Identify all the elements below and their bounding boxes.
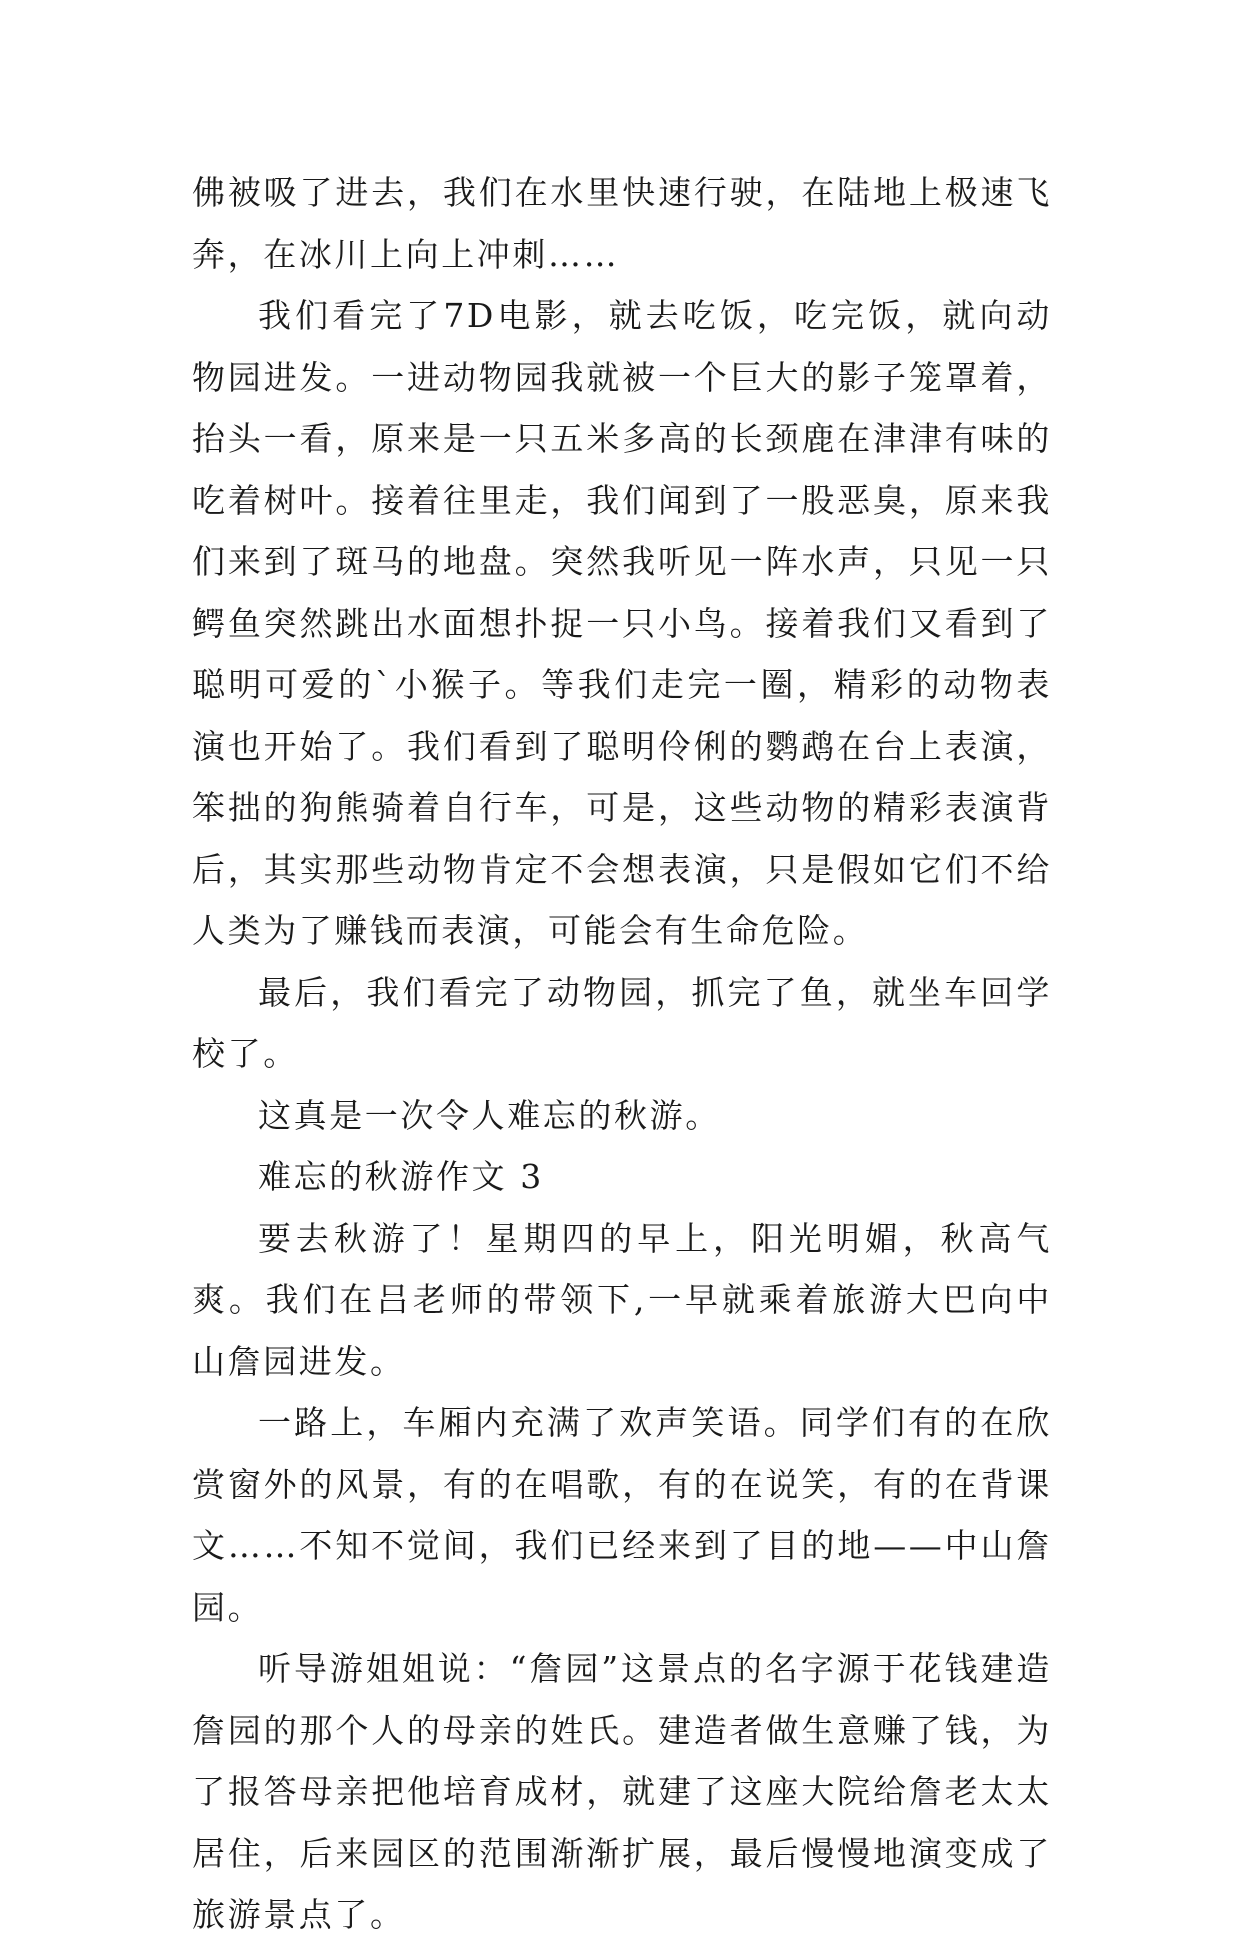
document-body: [192, 162, 1052, 1946]
paragraph-unforgettable: 这真是一次令人难忘的秋游。: [258, 1095, 721, 1135]
paragraph-intro: 要去秋游了！星期四的早上，阳光明媚，秋高气爽。我们在吕老师的带领下,一早就乘着旅游大巴向中山詹园进发。: [192, 1218, 1052, 1381]
paragraph-zoo: 我们看完了7D电影，就去吃饭，吃完饭，就向动物园进发。一进动物园我就被一个巨大的影子笼罩着，抬头一看，原来是一只五米多高的长颈鹿在津津有味的吃着树叶。接着往里走，我们闻到了一股恶臭，原来我们来到了斑马的地盘。突然我听见一阵水声，只见一只鳄鱼突然跳出水面想扑捉一只小鸟。接着我们又看到了聪明可爱的`小猴子。等我们走完一圈，精彩的动物表演也开始了。我们看到了聪明伶俐的鹦鹉在台上表演，笨拙的狗熊骑着自行车，可是，这些动物的精彩表演背后，其实那些动物肯定不会想表演，只是假如它们不给人类为了赚钱而表演，可能会有生命危险。: [192, 296, 1052, 950]
paragraph-finally: 最后，我们看完了动物园，抓完了鱼，就坐车回学校了。: [192, 972, 1052, 1073]
paragraph-guide: 听导游姐姐说：“詹园”这景点的名字源于花钱建造詹园的那个人的母亲的姓氏。建造者做生意赚了钱，为了报答母亲把他培育成材，就建了这座大院给詹老太太居住，后来园区的范围渐渐扩展，最后慢慢地演变成了旅游景点了。: [192, 1649, 1052, 1934]
section-title: 难忘的秋游作文 3: [258, 1157, 544, 1196]
paragraph-continuation: 佛被吸了进去，我们在水里快速行驶，在陆地上极速飞奔，在冰川上向上冲刺……: [192, 173, 1052, 274]
paragraph-on-the-way: 一路上，车厢内充满了欢声笑语。同学们有的在欣赏窗外的风景，有的在唱歌，有的在说笑，有的在背课文……不知不觉间，我们已经来到了目的地——中山詹园。: [192, 1403, 1052, 1627]
